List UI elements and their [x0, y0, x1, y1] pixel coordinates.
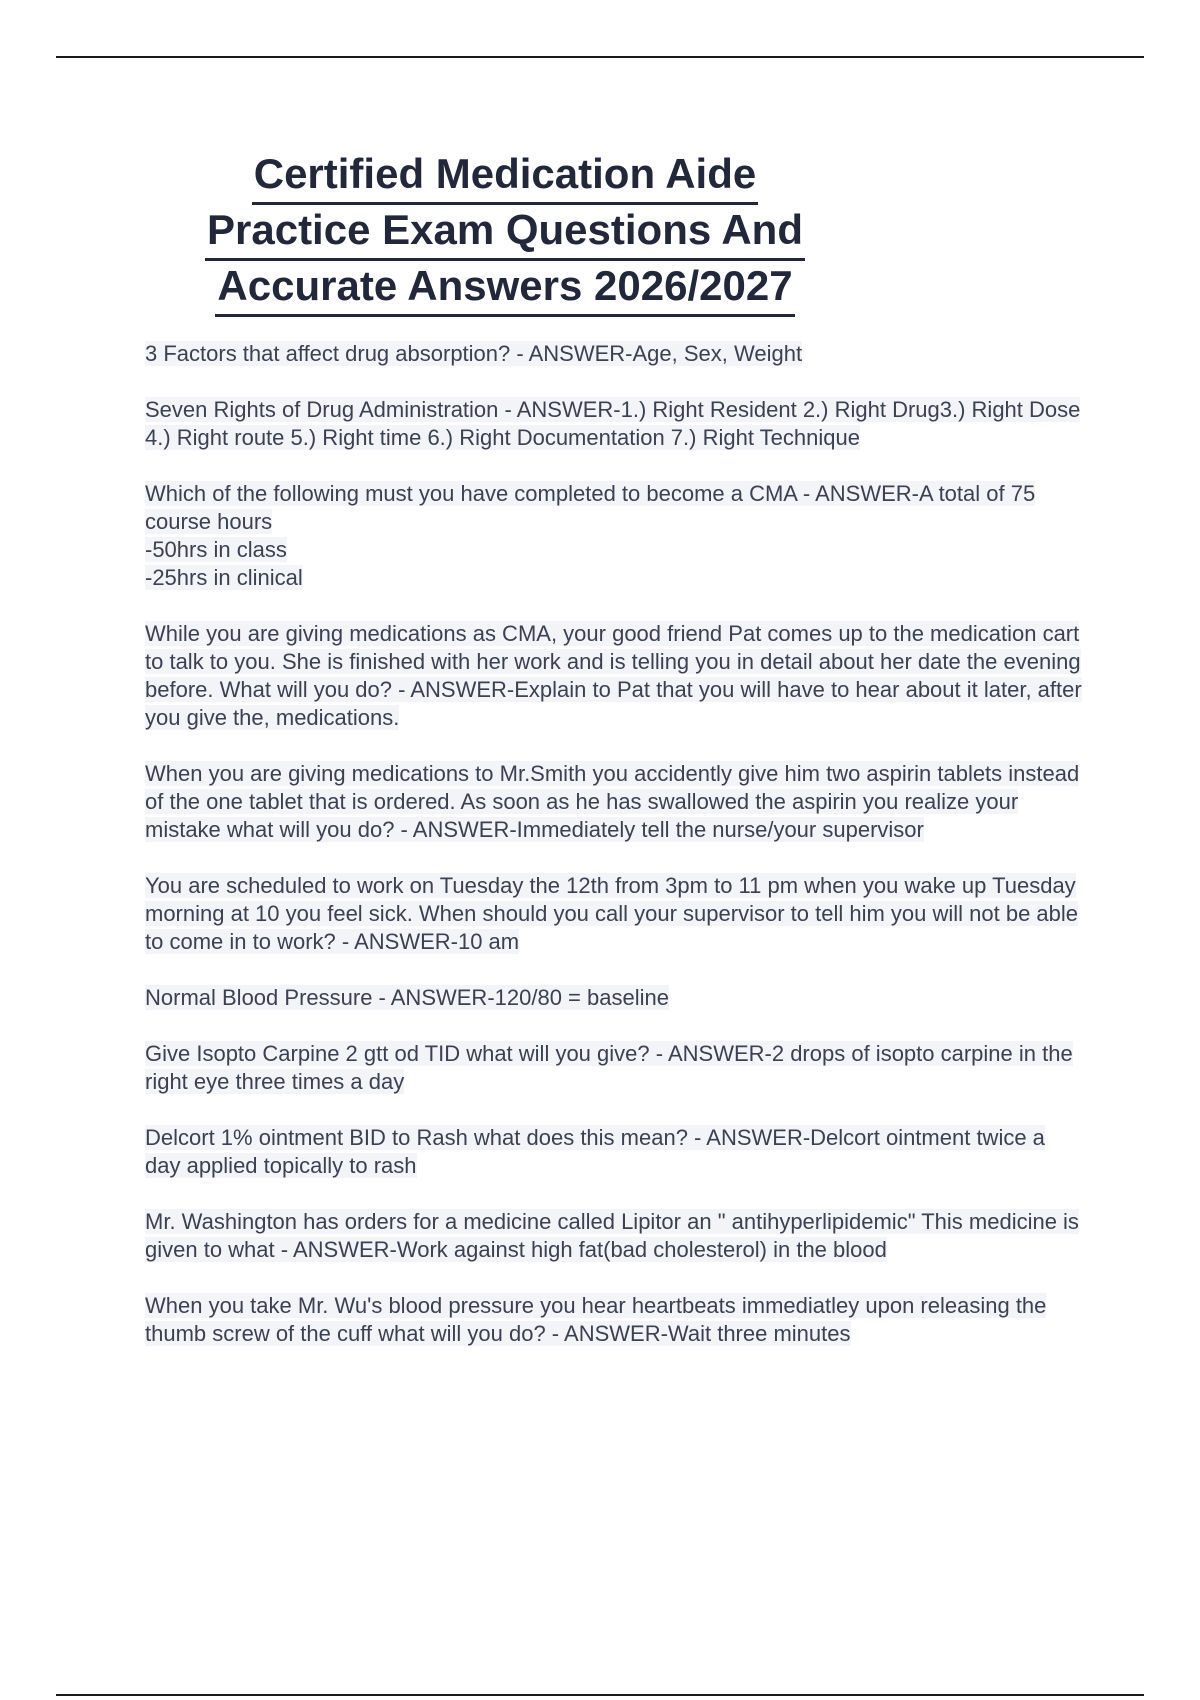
qa-item-text: Normal Blood Pressure - ANSWER-120/80 = baseline — [145, 985, 669, 1010]
qa-item — [145, 872, 1085, 956]
qa-item — [145, 1040, 1085, 1096]
qa-item — [145, 340, 1085, 368]
title-line-2: Practice Exam Questions And — [205, 202, 805, 261]
qa-item — [145, 984, 1085, 1012]
qa-item-text: Give Isopto Carpine 2 gtt od TID what will you give? - ANSWER-2 drops of isopto carpine in the right eye three times a day — [145, 1041, 1073, 1094]
qa-item — [145, 1208, 1085, 1264]
qa-item-text: When you are giving medications to Mr.Smith you accidently give him two aspirin tablets instead of the one tablet that is ordered. As soon as he has swallowed the aspirin you realize your mistake what will you do? - ANSWER-Immediately tell the nurse/your supervisor — [145, 761, 1080, 842]
bottom-rule — [56, 1694, 1144, 1696]
document-title — [100, 146, 910, 314]
qa-item — [145, 396, 1085, 452]
qa-item — [145, 760, 1085, 844]
qa-item-text: While you are giving medications as CMA, your good friend Pat comes up to the medication cart to talk to you. She is finished with her work and is telling you in detail about her date the evening before. What will you do? - ANSWER-Explain to Pat that you will have to hear about it later, after you give the, medications. — [145, 621, 1082, 730]
qa-item-text: Which of the following must you have completed to become a CMA - ANSWER-A total of 75 course hours -50hrs in class -25hrs in clinical — [145, 481, 1036, 590]
qa-item-text: Mr. Washington has orders for a medicine called Lipitor an " antihyperlipidemic" This medicine is given to what - ANSWER-Work against high fat(bad cholesterol) in the blood — [145, 1209, 1079, 1262]
qa-item — [145, 480, 1085, 592]
qa-item-text: You are scheduled to work on Tuesday the 12th from 3pm to 11 pm when you wake up Tuesday morning at 10 you feel sick. When should you call your supervisor to tell him you will not be able to come in to work? - ANSWER-10 am — [145, 873, 1079, 954]
qa-list — [145, 340, 1085, 1376]
qa-item — [145, 1292, 1085, 1348]
qa-item — [145, 620, 1085, 732]
qa-item — [145, 1124, 1085, 1180]
title-line-3: Accurate Answers 2026/2027 — [215, 258, 794, 317]
qa-item-text: When you take Mr. Wu's blood pressure you hear heartbeats immediatley upon releasing the thumb screw of the cuff what will you do? - ANSWER-Wait three minutes — [145, 1293, 1047, 1346]
qa-item-text: Seven Rights of Drug Administration - ANSWER-1.) Right Resident 2.) Right Drug3.) Right Dose 4.) Right route 5.) Right time 6.) Right Documentation 7.) Right Technique — [145, 397, 1081, 450]
qa-item-text: 3 Factors that affect drug absorption? - ANSWER-Age, Sex, Weight — [145, 341, 803, 366]
title-line-1: Certified Medication Aide — [252, 146, 759, 205]
top-rule — [56, 56, 1144, 58]
qa-item-text: Delcort 1% ointment BID to Rash what does this mean? - ANSWER-Delcort ointment twice a day applied topically to rash — [145, 1125, 1045, 1178]
